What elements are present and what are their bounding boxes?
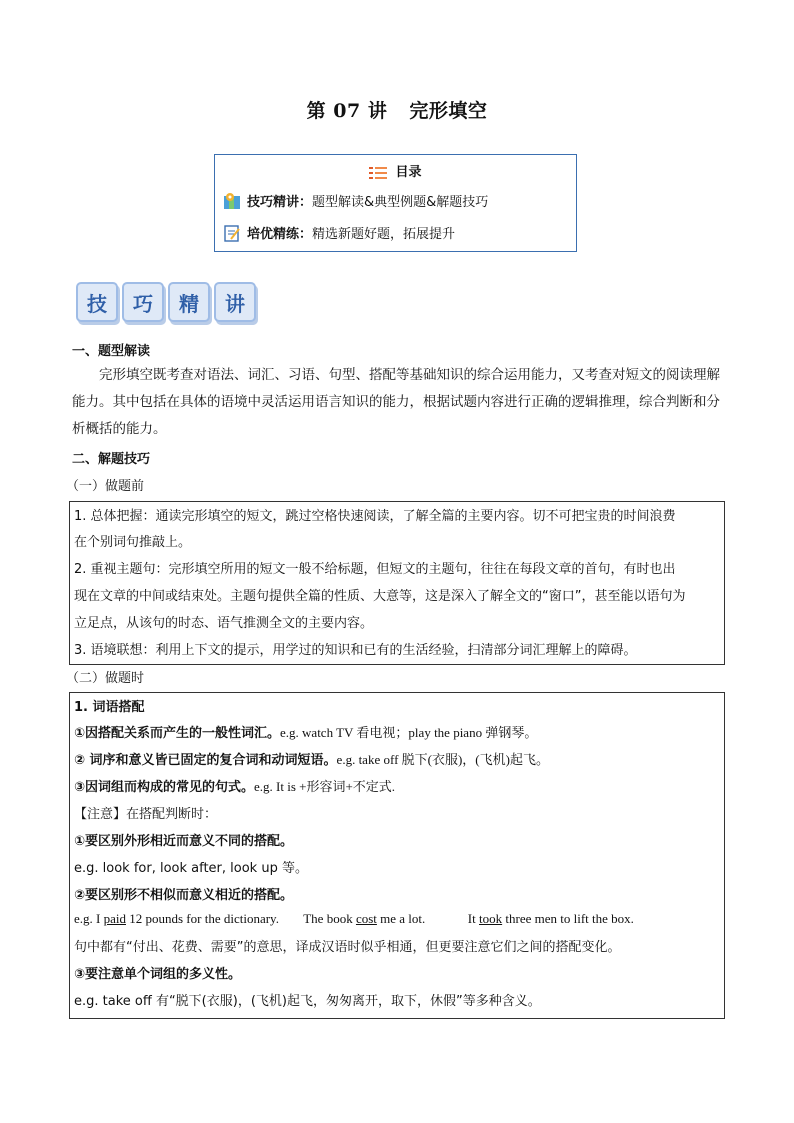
text-line: 在个别词句推敲上。 <box>74 535 192 550</box>
example-line: e.g. I paid 12 pounds for the dictionary. The book cost me a lot. It took three men to lift the box. <box>74 911 634 926</box>
text-line: ② 词序和意义皆已固定的复合词和动词短语。e.g. take off 脱下(衣服)，(飞机)起飞。 <box>74 752 549 768</box>
example-line: e.g. take off 有“脱下(衣服)，(飞机)起飞，匆匆离开，取下，休假”等多种含义。 <box>74 994 541 1009</box>
map-icon <box>223 192 241 210</box>
section-heading: 二、解题技巧 <box>72 452 151 467</box>
section-banner <box>76 282 256 322</box>
text-line: 现在文章的中间或结束处。主题句提供全篇的性质、大意等，这是深入了解全文的“窗口”，甚至能以语句为 <box>74 589 686 604</box>
toc-item-practice[interactable]: 培优精练： 精选新题好题，拓展提升 <box>223 223 455 242</box>
tips-box-before <box>69 501 725 665</box>
section-heading: 一、题型解读 <box>72 344 151 359</box>
box-heading: 1. 词语搭配 <box>74 700 145 715</box>
text-line: 立足点，从该句的时态、语气推测全文的主要内容。 <box>74 616 374 631</box>
subsection-heading: （一）做题前 <box>66 479 145 494</box>
banner-char: 讲 <box>214 282 256 322</box>
text-line: ①因搭配关系而产生的一般性词汇。e.g. watch TV 看电视；play the piano 弹钢琴。 <box>74 725 538 741</box>
text-line: ②要区别形不相似而意义相近的搭配。 <box>74 888 294 903</box>
banner-char: 精 <box>168 282 210 322</box>
text-line: 1. 总体把握：通读完形填空的短文，跳过空格快速阅读，了解全篇的主要内容。切不可把宝贵的时间浪费 <box>74 509 676 524</box>
text-line: ③要注意单个词组的多义性。 <box>74 967 242 982</box>
subsection-heading: （二）做题时 <box>66 671 145 686</box>
example-line: e.g. look for, look after, look up 等。 <box>74 861 308 876</box>
list-icon <box>369 167 387 179</box>
banner-char: 技 <box>76 282 118 322</box>
banner-char: 巧 <box>122 282 164 322</box>
page-title: 第 07 讲 完形填空 <box>306 100 488 122</box>
note-line: 【注意】在搭配判断时： <box>74 807 218 822</box>
notepad-icon <box>223 224 241 242</box>
toc-item-skills[interactable]: 技巧精讲： 题型解读&典型例题&解题技巧 <box>223 191 488 210</box>
tips-box-during <box>69 692 725 1019</box>
text-line: 3. 语境联想：利用上下文的提示，用学过的知识和已有的生活经验，扫清部分词汇理解上的障碍。 <box>74 643 637 658</box>
text-line: ③因词组而构成的常见的句式。e.g. It is +形容词+不定式. <box>74 779 396 795</box>
section-body: 完形填空既考查对语法、词汇、习语、句型、搭配等基础知识的综合运用能力，又考查对短文的阅读理解能力。其中包括在具体的语境中灵活运用语言知识的能力，根据试题内容进行正确的逻辑推理，综合判断和分析概括的能力。 <box>72 367 720 437</box>
text-line: 句中都有“付出、花费、需要”的意思，译成汉语时似乎相通，但更要注意它们之间的搭配变化。 <box>74 940 621 955</box>
toc-heading: 目录 <box>215 161 576 180</box>
text-line: ①要区别外形相近而意义不同的搭配。 <box>74 834 294 849</box>
text-line: 2. 重视主题句：完形填空所用的短文一般不给标题，但短文的主题句，往往在每段文章的首句，有时也出 <box>74 562 676 577</box>
table-of-contents <box>214 154 577 252</box>
